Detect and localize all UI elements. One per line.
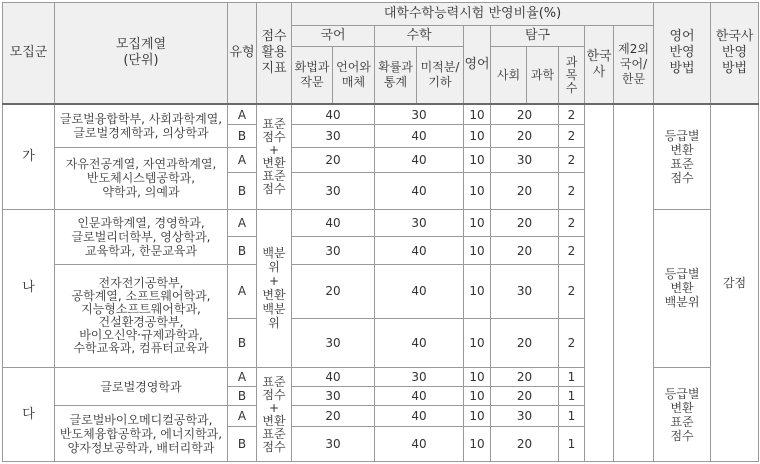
row-type: B <box>228 125 257 148</box>
korean-ratio: 40 <box>292 209 375 236</box>
header-math-calculus: 미적분/ 기하 <box>417 47 464 105</box>
score-index-na: 백분위 + 변환 백분위 <box>257 209 292 367</box>
row-type: A <box>228 368 257 387</box>
korean-ratio: 40 <box>292 104 375 124</box>
korean-ratio: 30 <box>292 236 375 264</box>
subject-count: 2 <box>559 236 585 264</box>
unit-na-1: 인문과학계열, 경영학과, 글로벌리더학부, 영상학과, 교육학과, 한문교육과 <box>55 209 228 264</box>
english-method-na: 등급별 변환 백분위 <box>654 209 711 367</box>
row-type: B <box>228 173 257 209</box>
header-history-method: 한국사 반영 방법 <box>711 3 759 105</box>
subject-count: 2 <box>559 125 585 148</box>
english-ratio: 10 <box>464 387 491 406</box>
score-index-da: 표준 점수 + 변환 표준 점수 <box>257 368 292 462</box>
group-na: 나 <box>3 209 55 367</box>
history-column-empty <box>585 104 614 461</box>
subject-count: 1 <box>559 406 585 426</box>
unit-da-2: 글로벌바이오메디컬공학과, 반도체융합공학과, 에너지학과, 양자정보공학과, 배터리학과 <box>55 406 228 462</box>
korean-ratio: 20 <box>292 265 375 318</box>
math-ratio: 40 <box>375 173 464 209</box>
header-english-method: 영어 반영 방법 <box>654 3 711 105</box>
group-da: 다 <box>3 368 55 462</box>
row-type: B <box>228 236 257 264</box>
math-ratio: 40 <box>375 125 464 148</box>
english-ratio: 10 <box>464 318 491 367</box>
korean-ratio: 20 <box>292 406 375 426</box>
row-type: A <box>228 265 257 318</box>
inquiry-ratio: 20 <box>491 104 559 124</box>
row-type: A <box>228 104 257 124</box>
inquiry-ratio: 20 <box>491 426 559 461</box>
second-language-column-empty <box>614 104 654 461</box>
header-math-probability: 확률과 통계 <box>375 47 417 105</box>
english-ratio: 10 <box>464 104 491 124</box>
math-ratio: 40 <box>375 426 464 461</box>
admission-ratio-table <box>2 2 759 462</box>
subject-count: 2 <box>559 209 585 236</box>
header-score-index: 점수 활용 지표 <box>257 3 292 105</box>
unit-ga-2: 자유전공계열, 자연과학계열, 반도체시스템공학과, 약학과, 의예과 <box>55 148 228 210</box>
header-english: 영어 <box>464 26 491 105</box>
header-science: 과학 <box>527 47 559 105</box>
subject-count: 2 <box>559 104 585 124</box>
row-type: A <box>228 209 257 236</box>
unit-na-2: 전자전기공학부, 공학계열, 소프트웨어학과, 지능형소프트웨어학과, 건설환경공학부, 바이오신약·규제과학과, 수학교육과, 컴퓨터교육과 <box>55 265 228 368</box>
score-index-ga: 표준 점수 + 변환 표준 점수 <box>257 104 292 209</box>
english-ratio: 10 <box>464 426 491 461</box>
inquiry-ratio: 30 <box>491 265 559 318</box>
korean-ratio: 30 <box>292 387 375 406</box>
header-history: 한국 사 <box>585 26 614 105</box>
subject-count: 1 <box>559 387 585 406</box>
header-social: 사회 <box>491 47 527 105</box>
math-ratio: 30 <box>375 368 464 387</box>
korean-ratio: 20 <box>292 148 375 173</box>
header-korean-language-media: 언어와 매체 <box>333 47 375 105</box>
subject-count: 1 <box>559 426 585 461</box>
english-ratio: 10 <box>464 209 491 236</box>
english-method-da: 등급별 변환 표준 점수 <box>654 368 711 462</box>
english-ratio: 10 <box>464 265 491 318</box>
row-type: B <box>228 387 257 406</box>
header-math: 수학 <box>375 26 464 47</box>
unit-da-1: 글로벌경영학과 <box>55 368 228 406</box>
inquiry-ratio: 20 <box>491 173 559 209</box>
row-type: A <box>228 148 257 173</box>
english-ratio: 10 <box>464 406 491 426</box>
subject-count: 2 <box>559 148 585 173</box>
math-ratio: 30 <box>375 209 464 236</box>
unit-ga-1: 글로벌융합학부, 사회과학계열, 글로벌경제학과, 의상학과 <box>55 104 228 147</box>
row-type: A <box>228 406 257 426</box>
english-ratio: 10 <box>464 148 491 173</box>
math-ratio: 40 <box>375 318 464 367</box>
inquiry-ratio: 20 <box>491 125 559 148</box>
korean-ratio: 30 <box>292 173 375 209</box>
header-inquiry: 탐구 <box>491 26 585 47</box>
korean-ratio: 30 <box>292 426 375 461</box>
inquiry-ratio: 20 <box>491 209 559 236</box>
english-ratio: 10 <box>464 236 491 264</box>
inquiry-ratio: 20 <box>491 318 559 367</box>
inquiry-ratio: 30 <box>491 406 559 426</box>
english-ratio: 10 <box>464 368 491 387</box>
english-ratio: 10 <box>464 173 491 209</box>
header-korean-speech-writing: 화법과 작문 <box>292 47 333 105</box>
korean-ratio: 30 <box>292 318 375 367</box>
inquiry-ratio: 30 <box>491 148 559 173</box>
header-group: 모집군 <box>3 3 55 105</box>
row-type: B <box>228 426 257 461</box>
header-korean: 국어 <box>292 26 375 47</box>
subject-count: 1 <box>559 368 585 387</box>
header-type: 유형 <box>228 3 257 105</box>
english-ratio: 10 <box>464 125 491 148</box>
math-ratio: 40 <box>375 236 464 264</box>
inquiry-ratio: 20 <box>491 236 559 264</box>
header-second-language: 제2외 국어/ 한문 <box>614 26 654 105</box>
english-method-ga: 등급별 변환 표준 점수 <box>654 104 711 209</box>
history-method: 감점 <box>711 104 759 461</box>
header-subject-count: 과 목 수 <box>559 47 585 105</box>
subject-count: 2 <box>559 318 585 367</box>
subject-count: 2 <box>559 173 585 209</box>
header-unit: 모집계열 (단위) <box>55 3 228 105</box>
header-ratio-title: 대학수학능력시험 반영비율(%) <box>292 3 654 26</box>
korean-ratio: 40 <box>292 368 375 387</box>
group-ga: 가 <box>3 104 55 209</box>
math-ratio: 40 <box>375 387 464 406</box>
korean-ratio: 30 <box>292 125 375 148</box>
math-ratio: 30 <box>375 104 464 124</box>
math-ratio: 40 <box>375 265 464 318</box>
math-ratio: 40 <box>375 148 464 173</box>
inquiry-ratio: 20 <box>491 387 559 406</box>
inquiry-ratio: 20 <box>491 368 559 387</box>
row-type: B <box>228 318 257 367</box>
subject-count: 2 <box>559 265 585 318</box>
math-ratio: 40 <box>375 406 464 426</box>
